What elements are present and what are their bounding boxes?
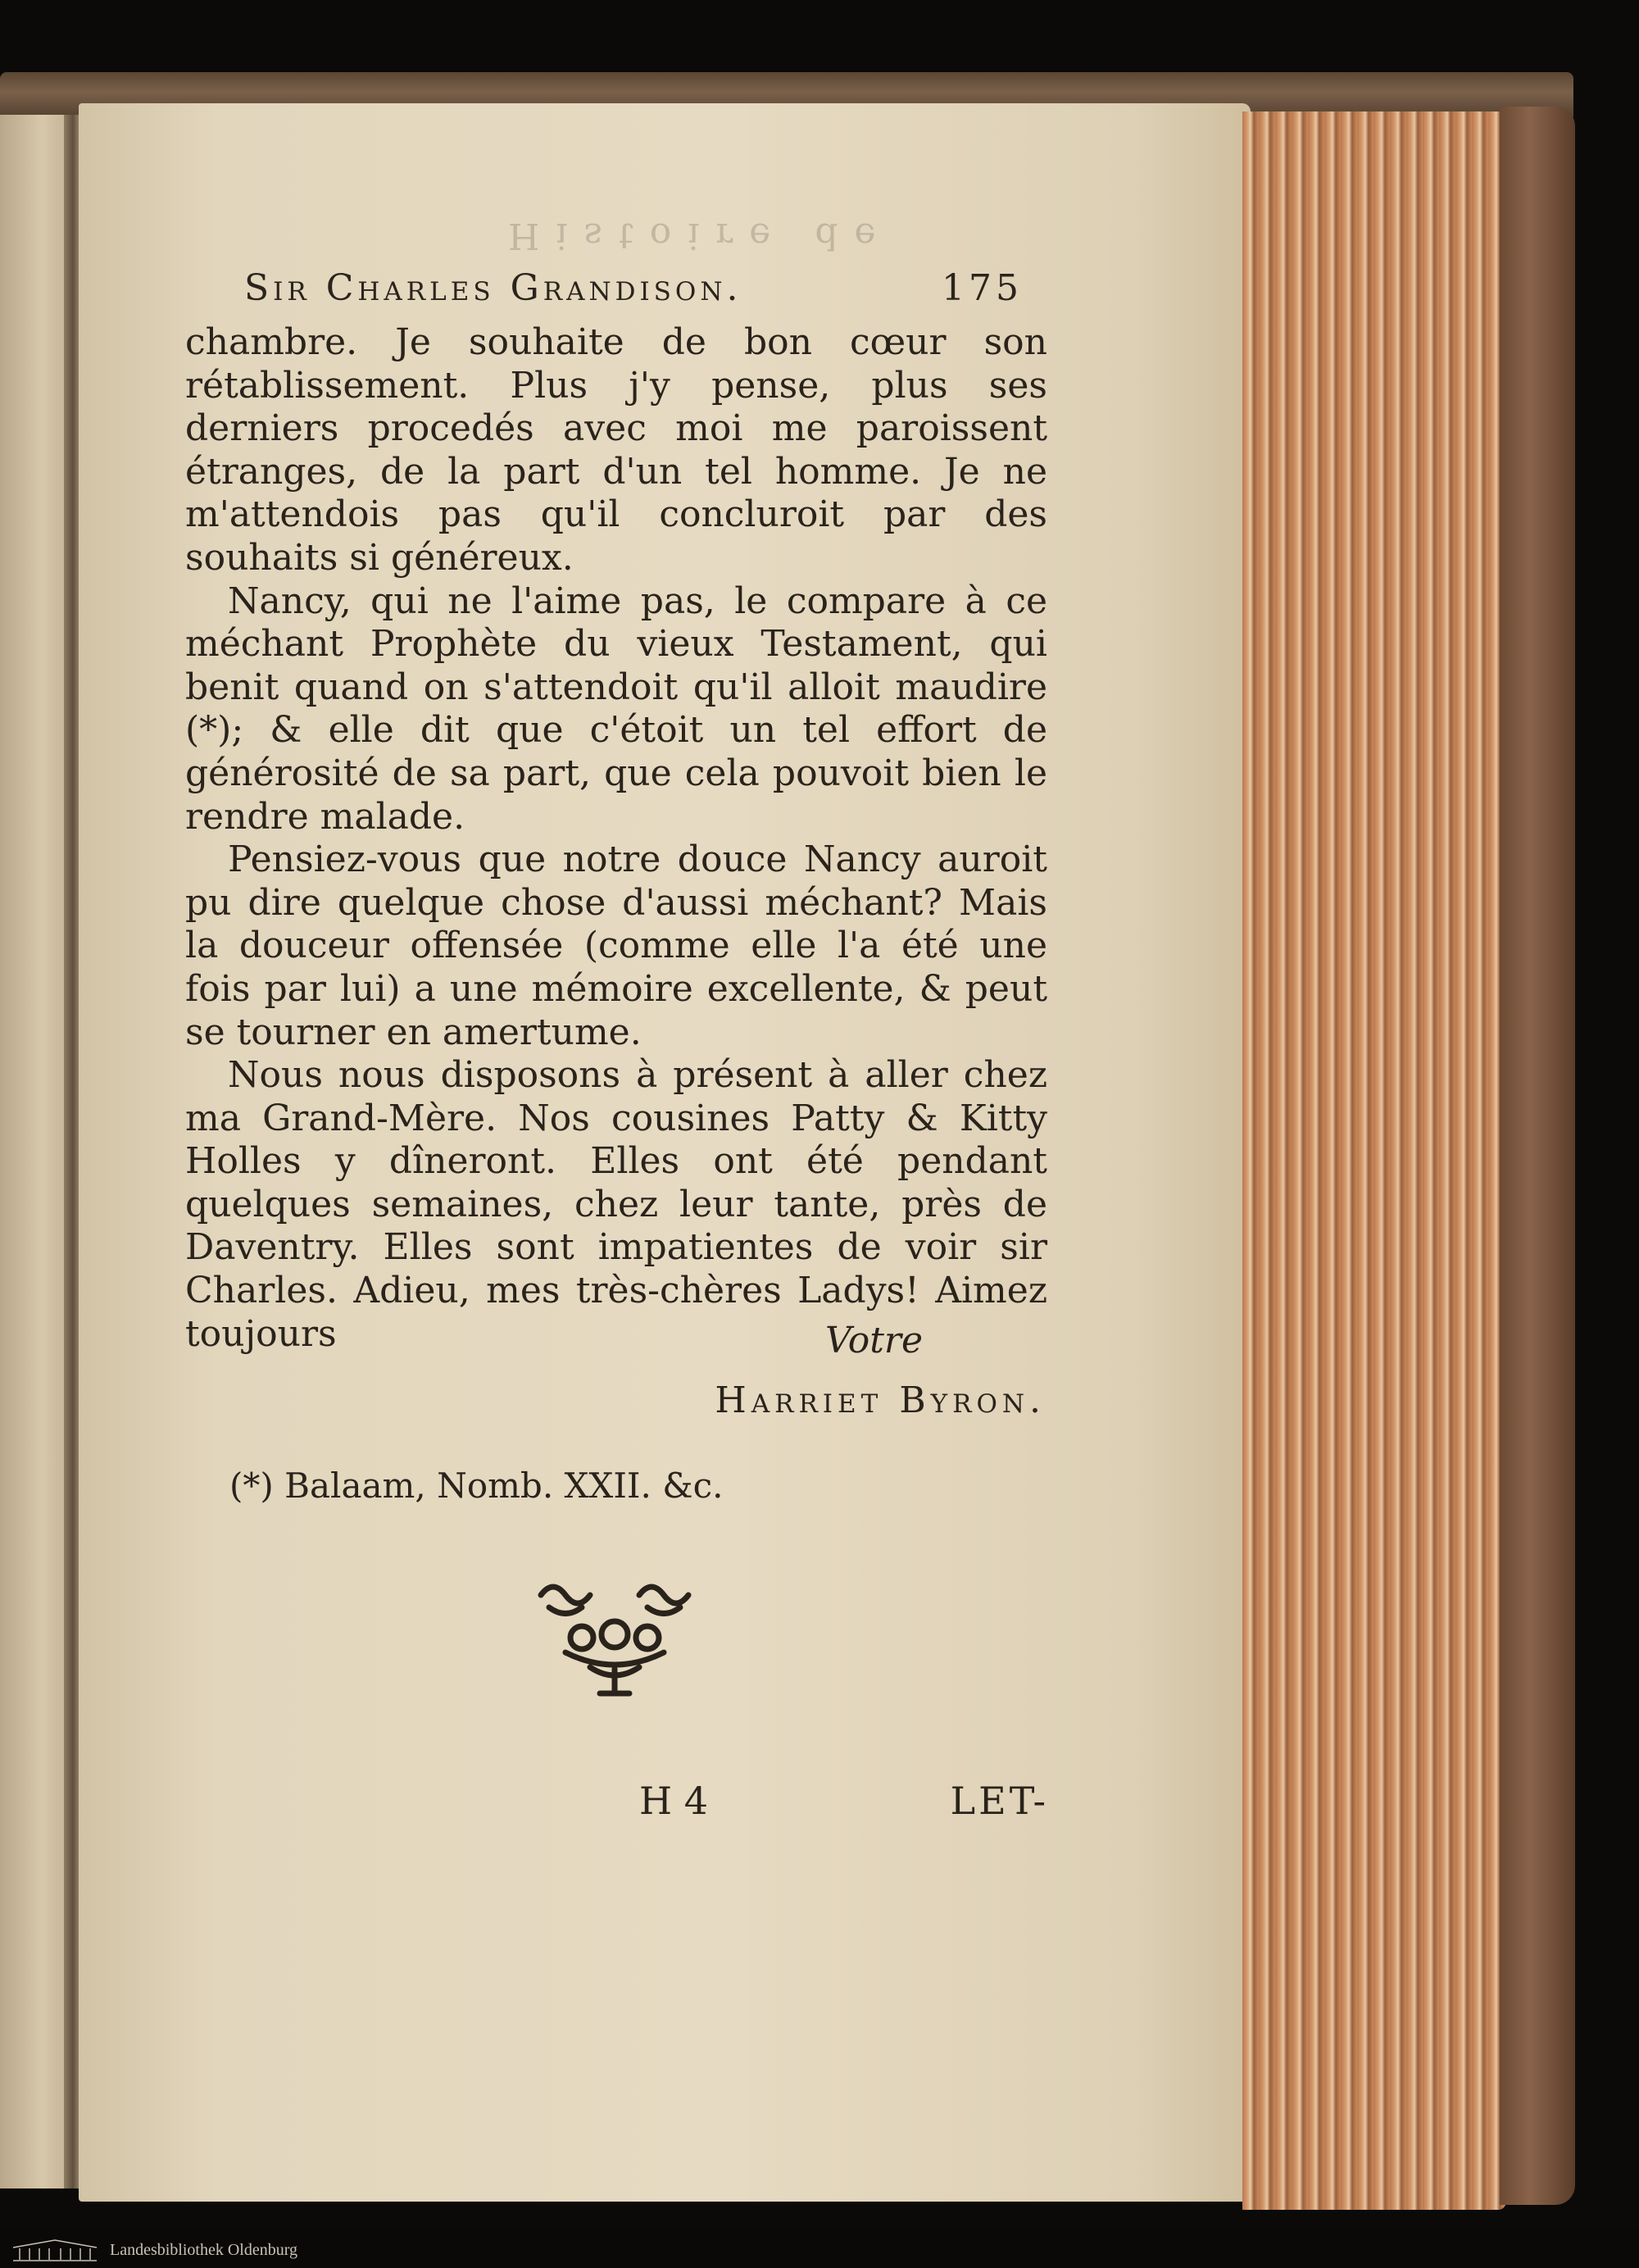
paragraph: Nancy, qui ne l'aime pas, le compare à ce méchant Prophète du vieux Testament, qui benit quand on s'attendoit qu'il alloit maudire (*); & elle dit que c'étoit un tel effort de générosité de sa part, que cela pouvoit bien le rendre malade. [185, 579, 1047, 838]
left-page-edge [0, 115, 70, 2188]
footnote: (*) Balaam, Nomb. XXII. &c. [229, 1466, 724, 1506]
closing-salutation: Votre [825, 1320, 923, 1361]
paragraph: Pensiez-vous que notre douce Nancy auroit pu dire quelque chose d'aussi méchant? Mais la douceur offensée (comme elle l'a été une fois par lui) a une mémoire excellente, & peut se tourner en amertume. [185, 839, 1047, 1053]
library-building-icon [10, 2238, 100, 2262]
book-back-cover [1500, 107, 1575, 2205]
footer-bar [0, 2229, 1639, 2268]
printer-ornament-icon [524, 1570, 705, 1702]
body-text [185, 321, 1047, 1356]
bleed-through-text: Histoire de [508, 215, 892, 257]
closing-signature: Harriet Byron. [715, 1379, 1046, 1421]
library-label: Landesbibliothek Oldenburg [110, 2241, 298, 2259]
paragraph: chambre. Je souhaite de bon cœur son rétablissement. Plus j'y pense, plus ses derniers procedés avec moi me paroissent étranges, de la part d'un tel homme. Je ne m'attendois pas qu'il concluroit par des souhaits si généreux. [185, 321, 1047, 579]
page-fore-edge [1242, 111, 1506, 2210]
page-number: 175 [942, 267, 1023, 309]
signature-mark: H 4 [639, 1779, 709, 1823]
paragraph: Nous nous disposons à présent à aller chez ma Grand-Mère. Nos cousines Patty & Kitty Holles y dîneront. Elles ont été pendant quelques semaines, chez leur tante, près de Daventry. Elles sont impatientes de voir sir Charles. Adieu, mes très-chères Ladys! Aimez toujours [185, 1054, 1047, 1355]
running-head [244, 267, 1023, 316]
running-head-title: Sir Charles Grandison. [244, 267, 742, 309]
catchword: LET- [950, 1779, 1049, 1823]
